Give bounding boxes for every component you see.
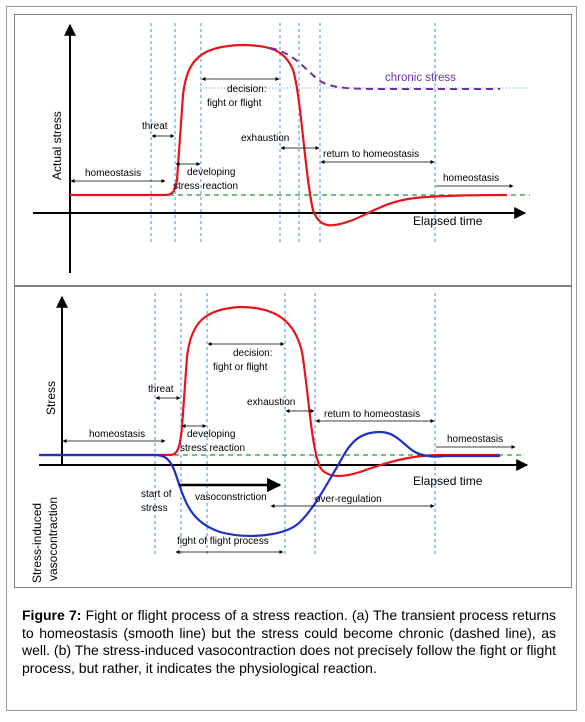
developing-label-line1: developing [187,429,236,440]
threat-label: threat [142,121,168,132]
vasoconstriction-label: vasoconstriction [195,492,267,503]
panel-a-actual-stress [14,14,572,286]
developing-label-line1: developing [187,167,236,178]
panel-b-vasocontraction [14,286,572,588]
developing-label-line2: stress reaction [180,443,246,454]
start-of-stress-label-line1: start of [141,489,172,500]
homeostasis-right-label: homeostasis [443,173,500,184]
developing-label-line2: stress reaction [173,181,239,192]
decision-label-line2: fight or flight [213,362,268,373]
panel-a-diagram [15,15,572,286]
exhaustion-label: exhaustion [247,397,296,408]
figure-caption [22,607,556,677]
exhaustion-label: exhaustion [241,133,290,144]
return-label: return to homeostasis [323,149,420,160]
decision-label-line2: fight or flight [207,98,262,109]
x-axis-label: Elapsed time [413,474,483,488]
panel-b-diagram [15,287,572,588]
figure-caption-label: Figure 7: [22,607,82,623]
threat-label: threat [148,384,174,395]
figure-caption-text: Fight or flight process of a stress reaction. (a) The transient process returns to homeostasis (smooth line) but the stress could become chronic (dashed line), as well. (b) The stress-induced vasocontraction does not precisely follow the fight or flight process, but rather, it indicates the physiological reaction. [22,607,556,676]
x-axis-label: Elapsed time [413,214,483,228]
vaso-axis-label-line2: vasocontraction [46,496,60,581]
stress-curve [39,307,500,476]
homeostasis-left-label: homeostasis [85,168,142,179]
fight-process-label: fight of flight process [177,536,269,547]
stress-axis-label: Stress [44,380,58,415]
return-label: return to homeostasis [324,409,421,420]
decision-label-line1: decision: [233,348,273,359]
start-of-stress-label-line2: stress [141,503,168,514]
chronic-stress-label: chronic stress [385,72,456,84]
decision-label-line1: decision: [227,84,267,95]
homeostasis-right-label: homeostasis [447,434,504,445]
vaso-axis-label-line1: Stress-induced [30,502,44,583]
guide-lines [151,23,435,245]
homeostasis-left-label: homeostasis [89,429,146,440]
y-axis-label: Actual stress [50,111,64,180]
over-regulation-label: over-regulation [315,494,382,505]
